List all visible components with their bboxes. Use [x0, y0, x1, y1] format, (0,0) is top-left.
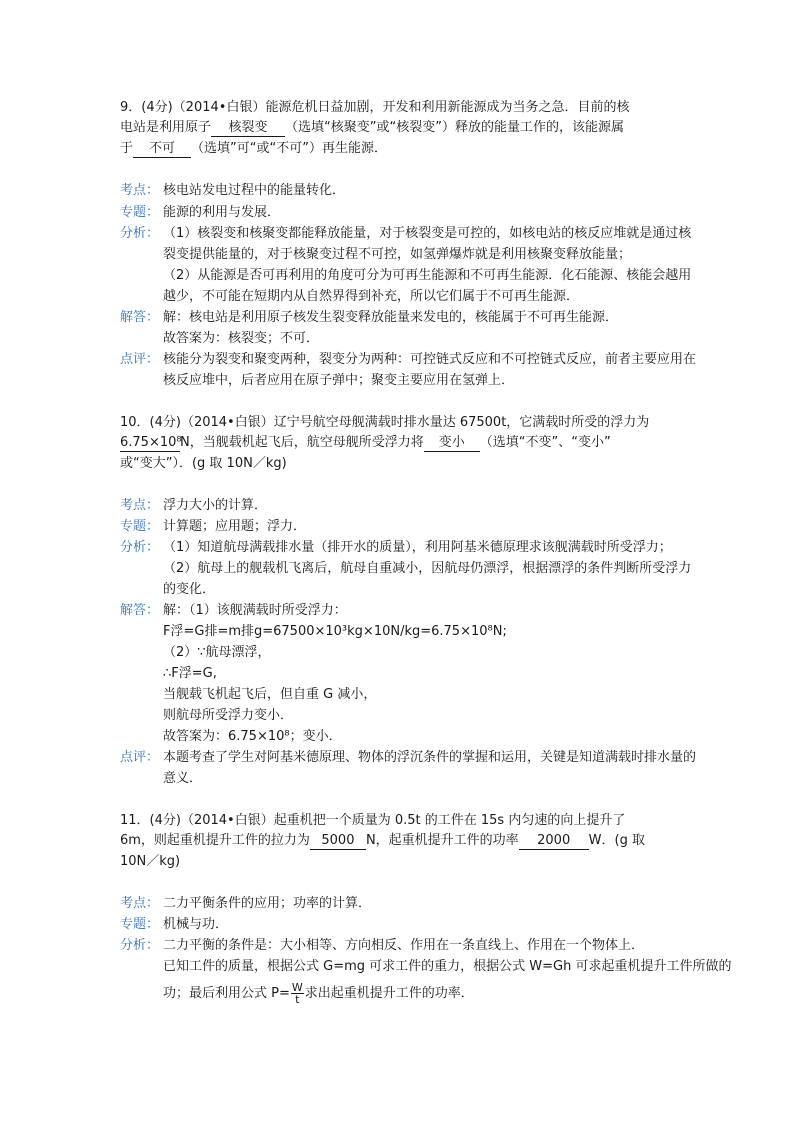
q11-text: 功；最后利用公式 P= [163, 986, 290, 1001]
q10-kaodian-label: 考点： [120, 498, 160, 513]
q11-answer-blank-2: 2000 [519, 833, 589, 850]
q9-kaodian: 核电站发电过程中的能量转化． [163, 183, 346, 198]
q11-zhuanti-label: 专题： [120, 917, 160, 932]
q10-stem-line1: 10．(4分)（2014•白银）辽宁号航空母舰满载时排水量达 67500t，它满载时所受的浮力为 [120, 415, 650, 430]
q10-stem-line3: 或“变大”）．(g 取 10N／kg) [120, 456, 287, 471]
q9-stem-line1: 9．(4分)（2014•白银）能源危机日益加剧，开发和利用新能源成为当务之急．目前的核 [120, 100, 630, 115]
q9-dianping-label: 点评： [120, 352, 160, 367]
q10-dianping-label: 点评： [120, 750, 160, 765]
q9-jieda-1: 解：核电站是利用原子核发生裂变释放能量来发电的，核能属于不可再生能源． [163, 310, 619, 325]
q9-kaodian-label: 考点： [120, 183, 160, 198]
q11-stem-line1: 11．(4分)（2014•白银）起重机把一个质量为 0.5t 的工件在 15s 内匀速的向上提升了 [120, 813, 626, 828]
q11-text: W．(g 取 [588, 833, 645, 848]
q9-fenxi-4: 越少，不可能在短期内从自然界得到补充，所以它们属于不可再生能源． [163, 289, 580, 304]
q9-text: （选填”可“或“不可”）再生能源． [191, 141, 387, 156]
q9-fenxi-2: 裂变提供能量的，对于核聚变过程不可控，如氢弹爆炸就是利用核聚变释放能量； [163, 247, 632, 262]
fraction-numerator: W [291, 981, 303, 994]
q10-zhuanti: 计算题；应用题；浮力． [163, 519, 307, 534]
q11-fenxi-1: 二力平衡的条件是：大小相等、方向相反、作用在一条直线上、作用在一个物体上． [163, 938, 645, 953]
q11-kaodian-label: 考点： [120, 896, 160, 911]
q10-text: N，当舰载机起飞后，航空母舰所受浮力将 [180, 435, 424, 450]
q11-text: 6m，则起重机提升工件的拉力为 [120, 833, 310, 848]
q10-jieda-4: ∴F浮=G, [163, 666, 217, 681]
q9-answer-blank-1: 核裂变 [211, 120, 285, 137]
q9-answer-blank-2: 不可 [133, 141, 191, 158]
fraction-denominator: t [295, 993, 300, 1006]
q9-jieda-2: 故答案为：核裂变；不可． [163, 331, 320, 346]
q10-fenxi-2: （2）航母上的舰载机飞离后，航母自重减小，因航母仍漂浮，根据漂浮的条件判断所受浮力 [163, 561, 692, 576]
q11-fenxi-2: 已知工件的质量，根据公式 G=mg 可求工件的重力，根据公式 W=Gh 可求起重机提升工件所做的 [163, 959, 732, 974]
q10-answer-blank-1: 6.75×10⁸ [120, 435, 182, 450]
power-formula-fraction [291, 982, 304, 1005]
q9-dianping-1: 核能分为裂变和聚变两种，裂变分为两种：可控链式反应和不可控链式反应，前者主要应用在 [163, 352, 697, 367]
q11-kaodian: 二力平衡条件的应用；功率的计算． [163, 896, 372, 911]
q9-zhuanti-label: 专题： [120, 205, 160, 220]
q11-zhuanti: 机械与功． [163, 917, 229, 932]
q10-jieda-label: 解答： [120, 603, 160, 618]
q11-answer-blank-1: 5000 [310, 833, 366, 850]
q9-text: 于 [120, 141, 134, 156]
q10-jieda-1: 解：（1）该舰满载时所受浮力： [163, 603, 347, 618]
q10-stem-line2 [120, 433, 611, 453]
q10-jieda-6: 则航母所受浮力变小． [163, 708, 294, 723]
q10-jieda-3: （2）∵航母漂浮， [163, 645, 271, 660]
q11-fenxi-label: 分析： [120, 938, 160, 953]
q10-kaodian: 浮力大小的计算． [163, 498, 268, 513]
q10-fenxi-3: 的变化． [163, 582, 216, 597]
q11-fenxi-3 [163, 981, 474, 1007]
q11-stem-line2 [120, 831, 645, 851]
q9-text: 电站是利用原子 [120, 120, 212, 135]
q10-text: （选填“不变”、“变小” [479, 435, 611, 450]
q10-jieda-7: 故答案为：6.75×10⁸；变小． [163, 729, 342, 744]
q10-zhuanti-label: 专题： [120, 519, 160, 534]
q10-dianping-2: 意义． [163, 771, 203, 786]
q10-fenxi-1: （1）知道航母满载排水量（排开水的质量），利用阿基米德原理求该舰满载时所受浮力； [163, 540, 672, 555]
q10-answer-blank-2: 变小 [424, 435, 480, 452]
q9-dianping-2: 核反应堆中，后者应用在原子弹中；聚变主要应用在氢弹上． [163, 373, 515, 388]
q9-fenxi-3: （2）从能源是否可再利用的角度可分为可再生能源和不可再生能源．化石能源、核能会越用 [163, 268, 692, 283]
q9-text: （选填“核聚变”或“核裂变”）释放的能量工作的，该能源属 [285, 120, 624, 135]
q11-text: N，起重机提升工件的功率 [365, 833, 519, 848]
q9-zhuanti: 能源的利用与发展． [163, 205, 281, 220]
q9-stem-line3 [120, 139, 387, 159]
q9-fenxi-label: 分析： [120, 226, 160, 241]
q10-fenxi-label: 分析： [120, 540, 160, 555]
q11-text: 求出起重机提升工件的功率． [304, 986, 474, 1001]
q10-dianping-1: 本题考查了学生对阿基米德原理、物体的浮沉条件的掌握和运用，关键是知道满载时排水量的 [163, 750, 697, 765]
q9-jieda-label: 解答： [120, 310, 160, 325]
q9-fenxi-1: （1）核裂变和核聚变都能释放能量，对于核裂变是可控的，如核电站的核反应堆就是通过核 [163, 226, 692, 241]
q10-jieda-5: 当舰载飞机起飞后，但自重 G 减小， [163, 687, 377, 702]
q11-stem-line3: 10N／kg) [120, 854, 181, 869]
q9-stem-line2 [120, 118, 624, 138]
q10-jieda-2: F浮=G排=m排g=67500×10³kg×10N/kg=6.75×10⁸N; [163, 624, 507, 639]
